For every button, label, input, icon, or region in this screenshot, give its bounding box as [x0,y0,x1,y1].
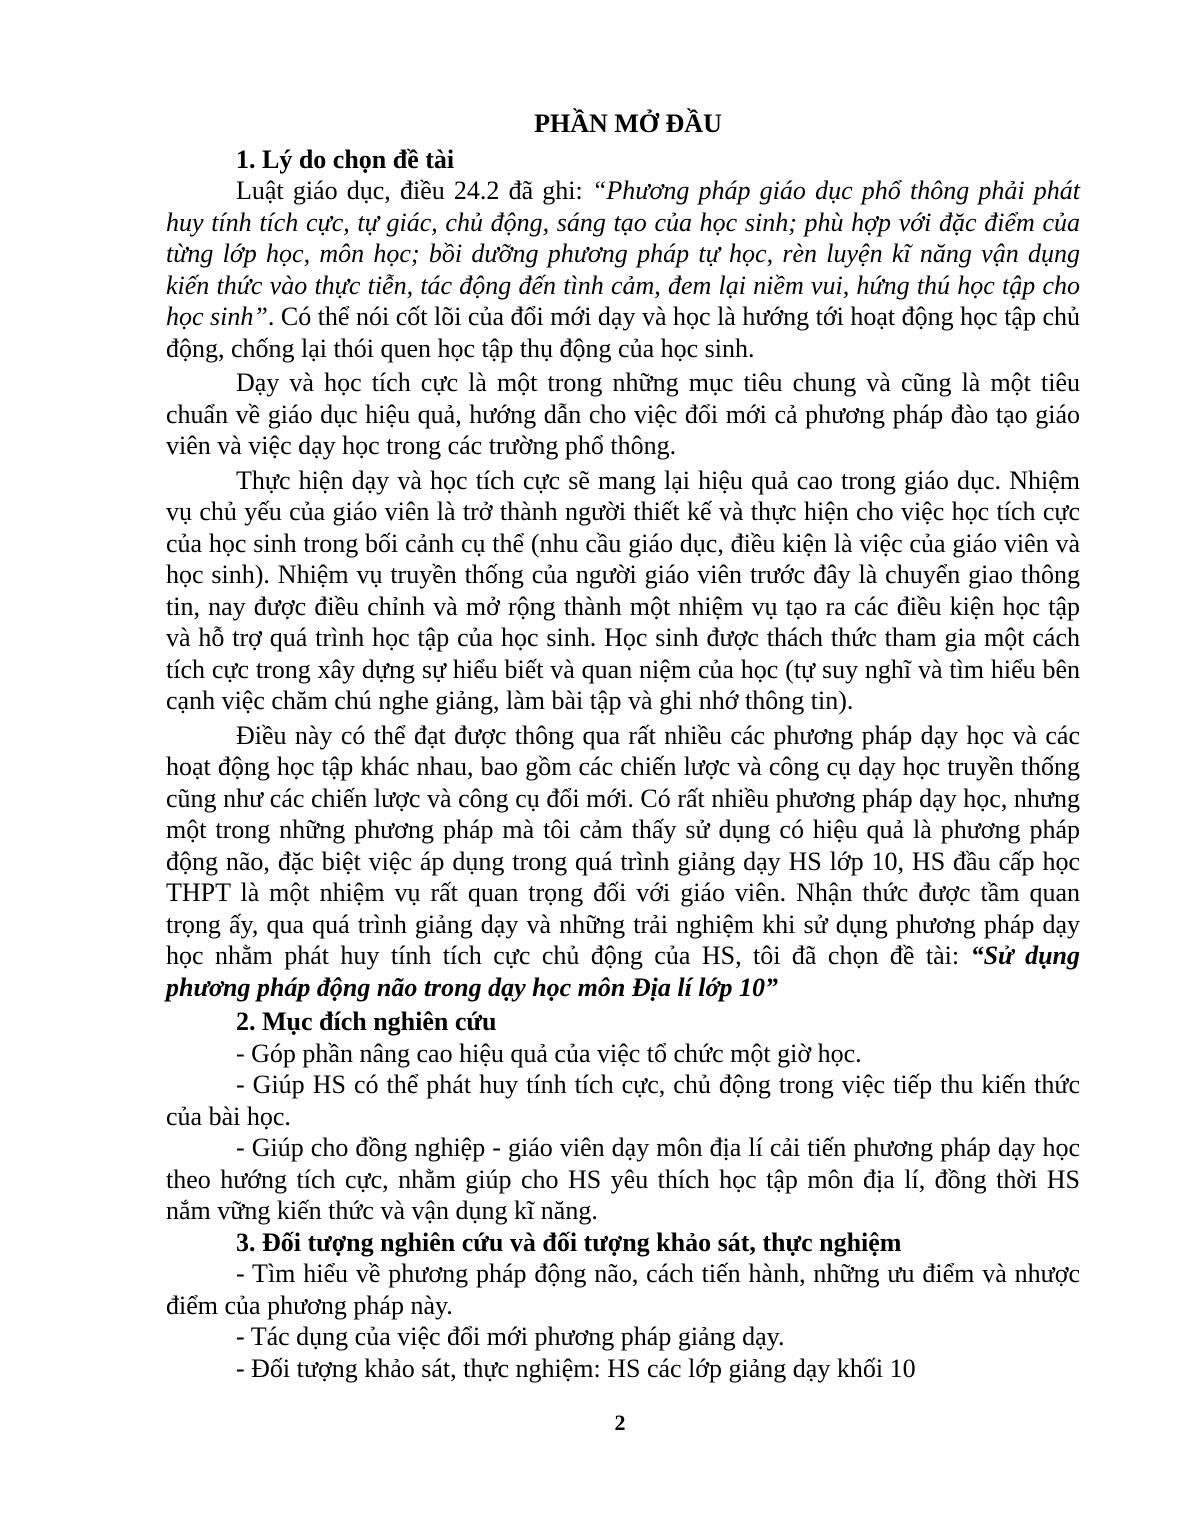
paragraph-1 [166,175,1080,364]
section-heading-3: 3. Đối tượng nghiên cứu và đối tượng khảo sát, thực nghiệm [236,1227,902,1257]
paragraph-1-lead: Luật giáo dục, điều 24.2 đã ghi: [236,176,592,205]
paragraph-3: Thực hiện dạy và học tích cực sẽ mang lại hiệu quả cao trong giáo dục. Nhiệm vụ chủ yếu của giáo viên là trở thành người thiết kế và thực hiện cho việc học tích cực của học sinh trong bối cảnh cụ thể (nhu cầu giáo dục, điều kiện là việc của giáo viên và học sinh). Nhiệm vụ truyền thống của người giáo viên trước đây là chuyển giao thông tin, nay được điều chỉnh và mở rộng thành một nhiệm vụ tạo ra các điều kiện học tập và hỗ trợ quá trình học tập của học sinh. Học sinh được thách thức tham gia một cách tích cực trong xây dựng sự hiểu biết và quan niệm của học (tự suy nghĩ và tìm hiểu bên cạnh việc chăm chú nghe giảng, làm bài tập và ghi nhớ thông tin). [166,465,1080,715]
list-item: - Góp phần nâng cao hiệu quả của việc tổ chức một giờ học. [236,1038,862,1068]
list-item: - Giúp HS có thể phát huy tính tích cực, chủ động trong việc tiếp thu kiến thức của bài học. [166,1070,1080,1131]
paragraph-1-tail: . Có thể nói cốt lõi của đổi mới dạy và học là hướng tới hoạt động học tập chủ động, chống lại thói quen học tập thụ động của học sinh. [166,302,1081,363]
list-item: - Đối tượng khảo sát, thực nghiệm: HS các lớp giảng dạy khối 10 [236,1353,916,1383]
document-page [166,108,1080,1384]
topic-title: “Sử dụng phương pháp động não trong dạy học môn Địa lí lớp 10” [166,941,1080,1002]
page-number: 2 [614,1410,626,1435]
paragraph-2: Dạy và học tích cực là một trong những mục tiêu chung và cũng là một tiêu chuẩn về giáo dục hiệu quả, hướng dẫn cho việc đổi mới cả phương pháp đào tạo giáo viên và việc dạy học trong các trường phổ thông. [166,368,1080,460]
paragraph-4 [166,720,1080,1004]
law-quote: “Phương pháp giáo dục phổ thông phải phát huy tính tích cực, tự giác, chủ động, sáng tạo của học sinh; phù hợp với đặc điểm của từng lớp học, môn học; bồi dưỡng phương pháp tự học, rèn luyện kĩ năng vận dụng kiến thức vào thực tiễn, tác động đến tình cảm, đem lại niềm vui, hứng thú học tập cho học sinh” [166,176,1080,331]
list-item: - Tác dụng của việc đổi mới phương pháp giảng dạy. [236,1322,785,1351]
list-item: - Giúp cho đồng nghiệp - giáo viên dạy môn địa lí cải tiến phương pháp dạy học theo hướng tích cực, nhằm giúp cho HS yêu thích học tập môn địa lí, đồng thời HS nắm vững kiến thức và vận dụng kĩ năng. [166,1133,1080,1225]
paragraph-4-lead: Điều này có thể đạt được thông qua rất nhiều các phương pháp dạy học và các hoạt động học tập khác nhau, bao gồm các chiến lược và công cụ dạy học truyền thống cũng như các chiến lược và công cụ đổi mới. Có rất nhiều phương pháp dạy học, nhưng một trong những phương pháp mà tôi cảm thấy sử dụng có hiệu quả là phương pháp động não, đặc biệt việc áp dụng trong quá trình giảng dạy HS lớp 10, HS đầu cấp học THPT là một nhiệm vụ rất quan trọng đối với giáo viên. Nhận thức được tầm quan trọng ấy, qua quá trình giảng dạy và những trải nghiệm khi sử dụng phương pháp dạy học nhằm phát huy tính tích cực chủ động của HS, tôi đã chọn đề tài: [166,720,1080,970]
list-item: - Tìm hiểu về phương pháp động não, cách tiến hành, những ưu điểm và nhược điểm của phương pháp này. [166,1259,1080,1320]
section-heading-1: 1. Lý do chọn đề tài [236,144,455,174]
page-title: PHẦN MỞ ĐẦU [534,109,722,138]
section-heading-2: 2. Mục đích nghiên cứu [236,1007,497,1036]
